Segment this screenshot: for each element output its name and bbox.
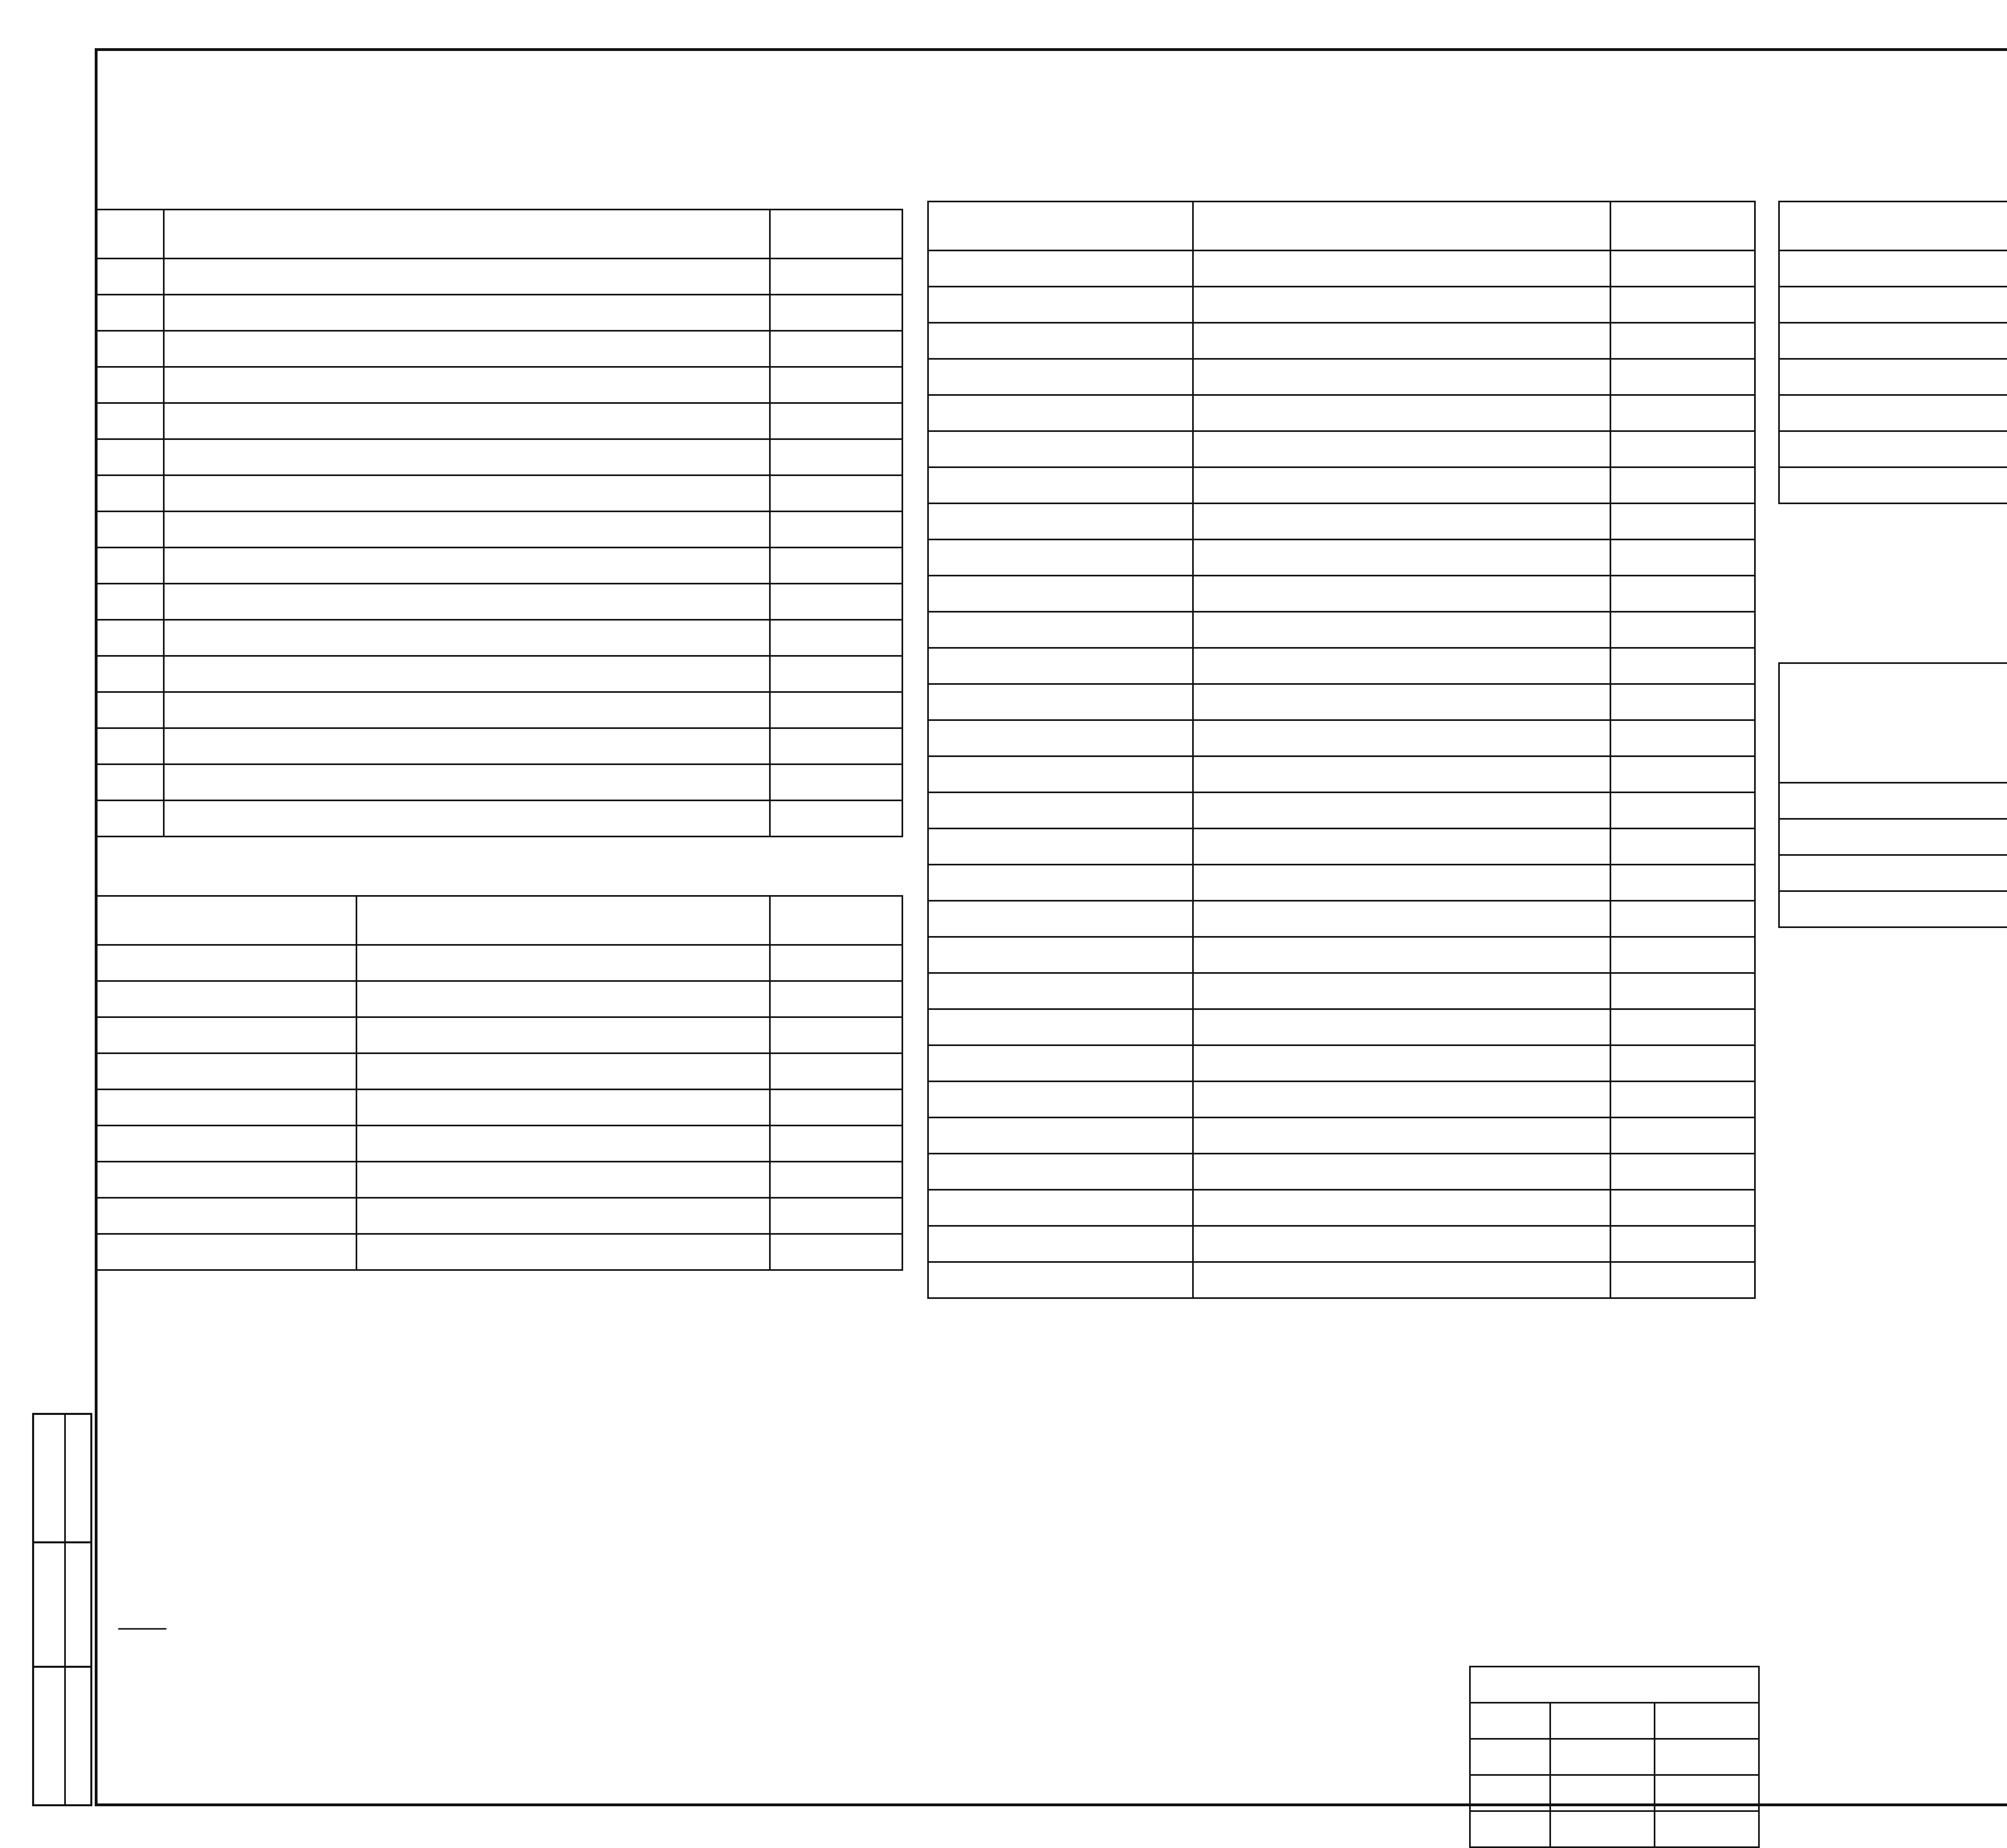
table-row	[928, 1154, 1755, 1190]
table-cell	[928, 1262, 1193, 1298]
table-cell	[356, 945, 770, 981]
table-cell	[928, 287, 1193, 323]
table-cell	[96, 981, 356, 1017]
table-cell	[1193, 1009, 1610, 1045]
table-row	[928, 1009, 1755, 1045]
table-cell	[1610, 576, 1755, 612]
header-row	[96, 896, 902, 945]
table-row	[1779, 395, 2007, 431]
column-header	[164, 210, 770, 258]
table-cell	[928, 576, 1193, 612]
table-cell	[770, 1234, 902, 1270]
table-row	[928, 1262, 1755, 1298]
table-row	[928, 684, 1755, 720]
table-cell	[1193, 1262, 1610, 1298]
table-row	[96, 403, 902, 439]
table-cell	[770, 764, 902, 800]
table-cell	[1610, 539, 1755, 576]
binding-block	[1469, 1666, 1760, 1848]
table-cell	[1610, 431, 1755, 467]
table-row	[928, 1081, 1755, 1117]
table-cell	[356, 1125, 770, 1162]
table-row	[96, 656, 902, 692]
table-cell	[1193, 756, 1610, 792]
table-cell	[928, 1154, 1193, 1190]
binding-label	[1470, 1667, 1759, 1703]
table-cell	[96, 403, 164, 439]
table-cell	[96, 1234, 356, 1270]
table-cell	[1610, 973, 1755, 1009]
table-cell	[96, 1125, 356, 1162]
table-cell	[928, 323, 1193, 359]
table-cell	[1779, 431, 2007, 467]
table-cell	[356, 1089, 770, 1125]
table-cell	[164, 439, 770, 475]
table-row	[928, 287, 1755, 323]
table-cell	[1193, 503, 1610, 539]
table-cell	[1779, 819, 2007, 855]
table-cell	[770, 1017, 902, 1053]
table-cell	[1610, 503, 1755, 539]
table-row	[928, 467, 1755, 503]
table-cell	[96, 475, 164, 511]
table-cell	[770, 331, 902, 367]
table-row	[96, 511, 902, 547]
table-cell	[1193, 250, 1610, 287]
table-row	[928, 576, 1755, 612]
table-cell	[928, 1081, 1193, 1117]
table-cell	[770, 439, 902, 475]
table-cell	[1610, 250, 1755, 287]
table-cell	[96, 1198, 356, 1234]
table-cell	[1193, 792, 1610, 828]
table-cell	[928, 1045, 1193, 1081]
table-cell	[928, 539, 1193, 576]
table-cell	[164, 511, 770, 547]
table-row	[96, 1198, 902, 1234]
table-cell	[1610, 467, 1755, 503]
table-cell	[96, 656, 164, 692]
cable-h-name	[1779, 663, 2007, 783]
table-row	[928, 1226, 1755, 1262]
table-cell	[164, 295, 770, 331]
table-cell	[928, 1009, 1193, 1045]
table-cell	[770, 1198, 902, 1234]
table-cell	[1193, 1154, 1610, 1190]
table-row	[928, 756, 1755, 792]
table-cell	[1193, 937, 1610, 973]
table-cell	[164, 475, 770, 511]
table-row	[928, 1190, 1755, 1226]
table-cell	[96, 295, 164, 331]
table-cell	[1193, 828, 1610, 865]
table-cell	[96, 692, 164, 728]
table-row	[96, 1053, 902, 1089]
table-cell	[164, 403, 770, 439]
table-cell	[928, 937, 1193, 973]
table-cell	[770, 367, 902, 403]
table-cell	[164, 764, 770, 800]
table-cell	[1779, 783, 2007, 819]
table-cell	[356, 1198, 770, 1234]
table-row	[1779, 783, 2007, 819]
column-header	[356, 896, 770, 945]
table-row	[1779, 467, 2007, 503]
table-cell	[96, 1162, 356, 1198]
table-row	[928, 395, 1755, 431]
table-row	[928, 792, 1755, 828]
table-cell	[1193, 865, 1610, 901]
table-cell	[96, 620, 164, 656]
chief-engineer-signature	[118, 1616, 171, 1630]
table-cell	[770, 728, 902, 764]
table-row	[96, 981, 902, 1017]
table-cell	[356, 1053, 770, 1089]
table-cell	[1193, 467, 1610, 503]
table-cell	[770, 800, 902, 836]
table-row	[96, 1162, 902, 1198]
table-row	[928, 973, 1755, 1009]
header-row	[928, 201, 1755, 250]
table-cell	[770, 475, 902, 511]
table-cell	[770, 511, 902, 547]
table-cell	[164, 620, 770, 656]
table-cell	[928, 720, 1193, 756]
table-row	[96, 439, 902, 475]
table-row	[1779, 250, 2007, 287]
table-cell	[928, 865, 1193, 901]
table-cell	[356, 1234, 770, 1270]
table-cell	[928, 503, 1193, 539]
table-cell	[928, 250, 1193, 287]
table-cell	[96, 1053, 356, 1089]
table-cell	[1610, 792, 1755, 828]
column-header	[770, 210, 902, 258]
table-row	[96, 1089, 902, 1125]
table-cell	[96, 584, 164, 620]
column-header	[1779, 201, 2007, 250]
table-cell	[96, 547, 164, 584]
table-cell	[1610, 1190, 1755, 1226]
table-row	[96, 331, 902, 367]
table-cell	[1610, 395, 1755, 431]
table-cell	[770, 547, 902, 584]
table-cell	[96, 1089, 356, 1125]
column-header	[1193, 201, 1610, 250]
table-row	[96, 620, 902, 656]
table-cell	[96, 945, 356, 981]
column-header	[928, 201, 1193, 250]
table-cell	[770, 656, 902, 692]
table-cell	[1193, 720, 1610, 756]
table-cell	[1193, 901, 1610, 937]
table-cell	[356, 1162, 770, 1198]
table-cell	[1193, 576, 1610, 612]
table-cell	[164, 547, 770, 584]
table-row	[96, 1017, 902, 1053]
table-cell	[770, 620, 902, 656]
table-cell	[928, 1226, 1193, 1262]
table-row	[96, 800, 902, 836]
table-row	[928, 431, 1755, 467]
table-cell	[928, 467, 1193, 503]
table-cell	[1193, 323, 1610, 359]
table-row	[928, 901, 1755, 937]
table-cell	[1193, 1190, 1610, 1226]
table-cell	[1610, 648, 1755, 684]
table-cell	[1610, 612, 1755, 648]
table-cell	[1193, 1117, 1610, 1154]
general-note	[108, 1590, 181, 1640]
table-row	[96, 728, 902, 764]
table-cell	[770, 981, 902, 1017]
table-cell	[928, 828, 1193, 865]
table-cell	[1610, 756, 1755, 792]
binding-inv-label	[1470, 1811, 1550, 1847]
table-cell	[1779, 359, 2007, 395]
table-cell	[1193, 612, 1610, 648]
table-row	[928, 1045, 1755, 1081]
table-cell	[928, 684, 1193, 720]
table-row	[1779, 359, 2007, 395]
column-header	[96, 210, 164, 258]
table-cell	[1193, 1081, 1610, 1117]
table-row	[928, 250, 1755, 287]
table-cell	[928, 973, 1193, 1009]
table-row	[928, 612, 1755, 648]
table-cell	[164, 656, 770, 692]
table-row	[928, 865, 1755, 901]
table-row	[928, 1117, 1755, 1154]
sheet-list-table	[95, 209, 903, 837]
continuation2-table	[1778, 201, 2007, 504]
table-row	[928, 648, 1755, 684]
side-stamp	[32, 1413, 92, 1806]
table-cell	[356, 1017, 770, 1053]
table-cell	[928, 1190, 1193, 1226]
table-row	[928, 359, 1755, 395]
table-cell	[96, 800, 164, 836]
table-row	[928, 937, 1755, 973]
table-cell	[1610, 1117, 1755, 1154]
table-row	[928, 323, 1755, 359]
table-cell	[164, 331, 770, 367]
table-cell	[1193, 287, 1610, 323]
table-cell	[1779, 395, 2007, 431]
table-row	[1779, 431, 2007, 467]
table-cell	[164, 367, 770, 403]
table-cell	[1193, 395, 1610, 431]
table-cell	[1610, 865, 1755, 901]
table-cell	[770, 1089, 902, 1125]
table-cell	[770, 1162, 902, 1198]
table-row	[96, 584, 902, 620]
table-cell	[1193, 1045, 1610, 1081]
table-cell	[1610, 323, 1755, 359]
table-cell	[1193, 973, 1610, 1009]
table-cell	[164, 800, 770, 836]
table-cell	[96, 367, 164, 403]
table-cell	[1779, 467, 2007, 503]
table-cell	[928, 395, 1193, 431]
table-cell	[928, 756, 1193, 792]
table-row	[928, 828, 1755, 865]
table-cell	[1779, 323, 2007, 359]
table-cell	[928, 792, 1193, 828]
table-cell	[1610, 1081, 1755, 1117]
table-cell	[770, 258, 902, 295]
column-header	[1610, 201, 1755, 250]
table-cell	[1193, 684, 1610, 720]
table-row	[96, 295, 902, 331]
table-cell	[928, 648, 1193, 684]
table-cell	[1610, 684, 1755, 720]
table-cell	[96, 764, 164, 800]
table-cell	[1779, 287, 2007, 323]
table-cell	[928, 612, 1193, 648]
table-cell	[1193, 431, 1610, 467]
table-row	[928, 720, 1755, 756]
table-cell	[164, 258, 770, 295]
table-cell	[96, 331, 164, 367]
table-row	[96, 367, 902, 403]
table-cell	[164, 584, 770, 620]
table-cell	[1193, 539, 1610, 576]
header-row	[96, 210, 902, 258]
column-header	[96, 896, 356, 945]
table-row	[96, 1125, 902, 1162]
column-header	[770, 896, 902, 945]
table-cell	[928, 901, 1193, 937]
table-row	[96, 1234, 902, 1270]
table-cell	[770, 403, 902, 439]
table-cell	[96, 728, 164, 764]
table-cell	[1193, 648, 1610, 684]
table-cell	[96, 439, 164, 475]
table-row	[96, 547, 902, 584]
table-cell	[928, 1117, 1193, 1154]
table-row	[96, 692, 902, 728]
table-cell	[770, 584, 902, 620]
table-cell	[1610, 937, 1755, 973]
continuation1-table	[927, 201, 1756, 1299]
table-row	[928, 503, 1755, 539]
table-cell	[1193, 359, 1610, 395]
table-cell	[1610, 828, 1755, 865]
cable-table	[1778, 662, 2007, 928]
table-cell	[1610, 287, 1755, 323]
table-cell	[96, 258, 164, 295]
table-row	[928, 539, 1755, 576]
table-cell	[1779, 855, 2007, 891]
table-cell	[1610, 901, 1755, 937]
table-cell	[1193, 1226, 1610, 1262]
table-cell	[770, 295, 902, 331]
table-row	[96, 258, 902, 295]
table-cell	[1779, 250, 2007, 287]
table-cell	[770, 1053, 902, 1089]
table-cell	[356, 981, 770, 1017]
table-cell	[1610, 1009, 1755, 1045]
table-cell	[928, 431, 1193, 467]
table-cell	[164, 692, 770, 728]
table-row	[1779, 855, 2007, 891]
header-row	[1779, 201, 2007, 250]
table-row	[96, 764, 902, 800]
ref-docs-table	[95, 895, 903, 1271]
table-cell	[770, 1125, 902, 1162]
table-row	[1779, 323, 2007, 359]
table-cell	[1779, 891, 2007, 927]
table-cell	[770, 692, 902, 728]
table-cell	[164, 728, 770, 764]
table-row	[96, 475, 902, 511]
table-cell	[770, 945, 902, 981]
table-cell	[96, 1017, 356, 1053]
table-cell	[1610, 1226, 1755, 1262]
table-cell	[96, 511, 164, 547]
table-cell	[1610, 1262, 1755, 1298]
table-cell	[1610, 720, 1755, 756]
table-row	[96, 945, 902, 981]
table-row	[1779, 819, 2007, 855]
table-row	[1779, 891, 2007, 927]
table-cell	[1610, 359, 1755, 395]
table-row	[1779, 287, 2007, 323]
table-cell	[1610, 1045, 1755, 1081]
table-cell	[1610, 1154, 1755, 1190]
table-cell	[928, 359, 1193, 395]
